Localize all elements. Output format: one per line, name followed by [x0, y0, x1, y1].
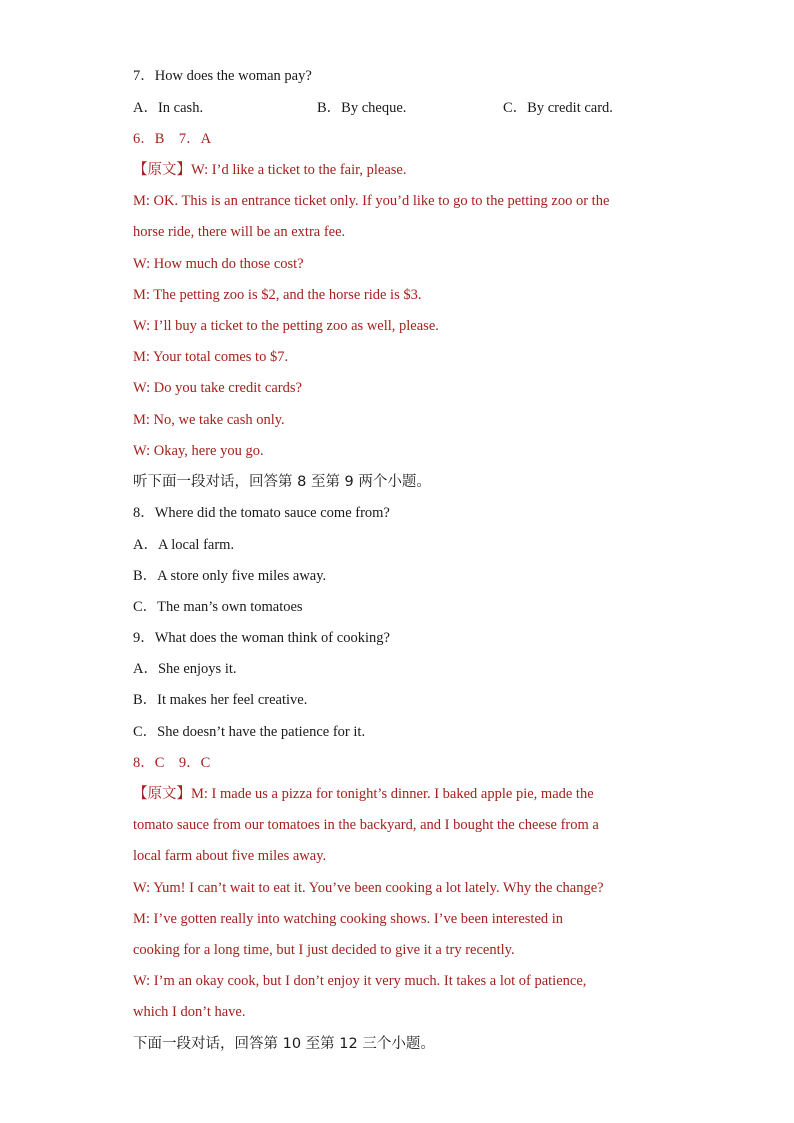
option-a: A．A local farm. [133, 537, 235, 553]
section-instruction: 下面一段对话，回答第 10 至第 12 三个小题。 [133, 1036, 435, 1052]
transcript-line: M: The petting zoo is $2, and the horse ride is $3. [133, 287, 422, 303]
transcript-line: horse ride, there will be an extra fee. [133, 224, 346, 240]
option-b: B．A store only five miles away. [133, 568, 327, 584]
question-7: 7．How does the woman pay? [133, 68, 312, 84]
transcript-line: W: Do you take credit cards? [133, 380, 302, 396]
transcript-tag: 【原文】 [133, 162, 191, 178]
option-b: B．By cheque. [317, 100, 407, 116]
transcript-line: W: I’m an okay cook, but I don’t enjoy it very much. It takes a lot of patience, [133, 973, 587, 989]
section-instruction: 听下面一段对话，回答第 8 至第 9 两个小题。 [133, 474, 431, 490]
option-a: A．In cash. [133, 100, 204, 116]
transcript-line: M: Your total comes to $7. [133, 349, 289, 365]
transcript-line: M: OK. This is an entrance ticket only. If you’d like to go to the petting zoo or the [133, 193, 610, 209]
transcript-line: local farm about five miles away. [133, 848, 327, 864]
option-c: C．By credit card. [503, 100, 613, 116]
transcript-line: W: Okay, here you go. [133, 443, 264, 459]
answer-key-8-9: 8．C 9．C [133, 755, 211, 771]
transcript-line: cooking for a long time, but I just decided to give it a try recently. [133, 942, 515, 958]
transcript-line: W: How much do those cost? [133, 256, 304, 272]
transcript-line: 【原文】M: I made us a pizza for tonight’s dinner. I baked apple pie, made the [133, 786, 594, 802]
option-b: B．It makes her feel creative. [133, 692, 308, 708]
answer-key-6-7: 6．B 7．A [133, 131, 212, 147]
option-c: C．She doesn’t have the patience for it. [133, 724, 366, 740]
question-9: 9．What does the woman think of cooking? [133, 630, 390, 646]
option-a: A．She enjoys it. [133, 661, 237, 677]
transcript-line: M: I’ve gotten really into watching cooking shows. I’ve been interested in [133, 911, 564, 927]
transcript-line: which I don’t have. [133, 1004, 246, 1020]
transcript-tag: 【原文】 [133, 786, 191, 802]
transcript-line: 【原文】W: I’d like a ticket to the fair, please. [133, 162, 407, 178]
transcript-line: W: Yum! I can’t wait to eat it. You’ve been cooking a lot lately. Why the change? [133, 880, 604, 896]
transcript-line: tomato sauce from our tomatoes in the backyard, and I bought the cheese from a [133, 817, 599, 833]
question-8: 8．Where did the tomato sauce come from? [133, 505, 390, 521]
option-c: C．The man’s own tomatoes [133, 599, 303, 615]
transcript-line: M: No, we take cash only. [133, 412, 285, 428]
transcript-line: W: I’ll buy a ticket to the petting zoo as well, please. [133, 318, 439, 334]
